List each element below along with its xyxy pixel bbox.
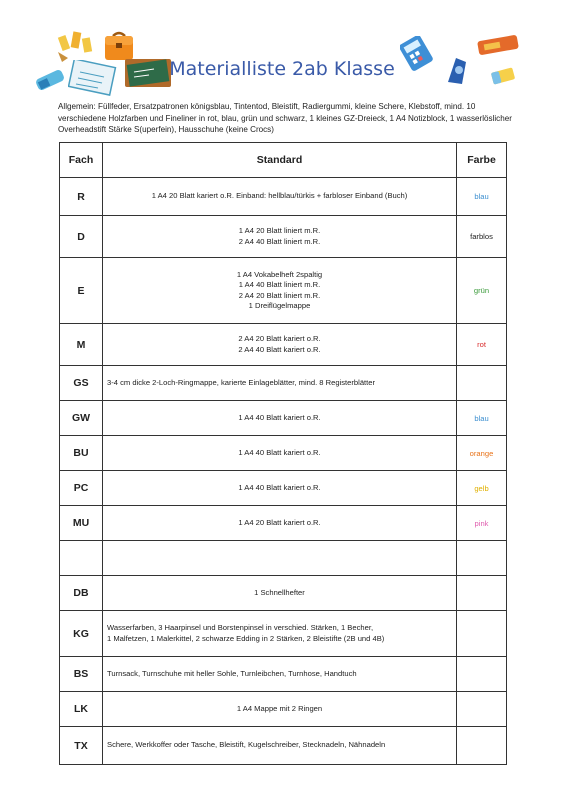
table-row [60,216,507,258]
standard-line: 3-4 cm dicke 2-Loch-Ringmappe, karierte Einlageblätter, mind. 8 Registerblätter [107,377,376,387]
farbe-cell: blau [457,178,507,216]
farbe-cell: blau [457,401,507,436]
table-row [60,178,507,216]
standard-cell [103,471,457,506]
standard-line: 1 A4 40 Blatt kariert o.R. [238,412,321,422]
standard-line: 2 A4 20 Blatt liniert m.R. [238,290,321,300]
farbe-cell [457,576,507,611]
table-row [60,611,507,657]
farbe-cell: orange [457,436,507,471]
farbe-cell [457,692,507,727]
farbe-cell: rot [457,324,507,366]
pencils-icon [56,28,100,62]
header-standard: Standard [103,143,457,178]
fach-cell: MU [60,506,103,541]
standard-cell [103,401,457,436]
materials-table [59,142,507,765]
farbe-cell: grün [457,258,507,324]
standard-line: 1 A4 Mappe mit 2 Ringen [236,703,323,713]
fach-cell: GS [60,366,103,401]
fach-cell: TX [60,727,103,765]
farbe-cell: gelb [457,471,507,506]
table-row [60,324,507,366]
fach-cell: E [60,258,103,324]
fach-cell: DB [60,576,103,611]
table-row [60,471,507,506]
standard-line: Schere, Werkkoffer oder Tasche, Bleistift, Kugelschreiber, Stecknadeln, Nähnadeln [107,740,386,750]
fach-cell: BS [60,657,103,692]
general-materials-text: Allgemein: Füllfeder, Ersatzpatronen königsblau, Tintentod, Bleistift, Radiergummi, kleine Schere, Klebstoff, mind. 10 verschiedene Holzfarben und Fineliner in rot, blau, grün und schwarz, 1 kleines GZ-Dreieck, 1 A4 Notizblock, 1 wasserlöslicher Overheadstift Stärke S(uperfein), Hausschuhe (keine Crocs) [58,102,512,134]
farbe-cell: pink [457,506,507,541]
standard-line: 2 A4 40 Blatt kariert o.R. [238,344,321,354]
standard-cell [103,727,457,765]
fach-cell: R [60,178,103,216]
farbe-cell [457,657,507,692]
standard-cell [103,657,457,692]
standard-cell [103,611,457,657]
farbe-cell [457,611,507,657]
table-row [60,401,507,436]
standard-line: Wasserfarben, 3 Haarpinsel und Borstenpinsel in verschied. Stärken, 1 Becher, [107,623,374,632]
fach-cell: GW [60,401,103,436]
standard-line: 1 A4 20 Blatt kariert o.R. [238,517,321,527]
header-fach: Fach [60,143,103,178]
table-row [60,576,507,611]
table-row [60,366,507,401]
table-row [60,692,507,727]
standard-line: 1 A4 20 Blatt liniert m.R. [238,226,321,235]
standard-line: 1 A4 40 Blatt liniert m.R. [238,280,321,289]
table-row [60,258,507,324]
standard-line: Turnsack, Turnschuhe mit heller Sohle, Turnleibchen, Turnhose, Handtuch [107,668,357,678]
table-row [60,657,507,692]
standard-line: 1 Malfetzen, 1 Malerkittel, 2 schwarze Edding in 2 Stärken, 2 Bleistifte (2B und 4B) [107,633,385,643]
standard-line: 1 A4 40 Blatt kariert o.R. [238,447,321,457]
page-title: Materialliste 2ab Klasse [169,58,395,80]
pencil-case-icon [474,32,524,58]
fach-cell: D [60,216,103,258]
farbe-cell: farblos [457,216,507,258]
standard-cell [103,178,457,216]
table-row [60,436,507,471]
fach-cell [60,541,103,576]
farbe-cell [457,727,507,765]
header-farbe: Farbe [457,143,507,178]
fach-cell: PC [60,471,103,506]
fach-cell: M [60,324,103,366]
standard-cell [103,576,457,611]
standard-cell [103,324,457,366]
standard-cell [103,436,457,471]
standard-cell [103,506,457,541]
table-row [60,506,507,541]
fach-cell: KG [60,611,103,657]
table-row [60,541,507,576]
standard-line: 1 A4 40 Blatt kariert o.R. [238,482,321,492]
standard-cell [103,216,457,258]
standard-line: 1 A4 20 Blatt kariert o.R. Einband: hellblau/türkis + farbloser Einband (Buch) [151,191,408,201]
standard-cell [103,366,457,401]
standard-line: 2 A4 40 Blatt liniert m.R. [238,236,321,246]
table-header-row [60,143,507,178]
standard-line: 1 A4 Vokabelheft 2spaltig [236,269,323,279]
standard-cell [103,258,457,324]
standard-line: 1 Schnellhefter [254,587,305,597]
table-row [60,727,507,765]
standard-cell [103,541,457,576]
fach-cell: LK [60,692,103,727]
farbe-cell [457,541,507,576]
standard-cell [103,692,457,727]
standard-line: 2 A4 20 Blatt kariert o.R. [238,334,321,343]
standard-line: 1 Dreiflügelmappe [248,301,311,310]
farbe-cell [457,366,507,401]
fach-cell: BU [60,436,103,471]
